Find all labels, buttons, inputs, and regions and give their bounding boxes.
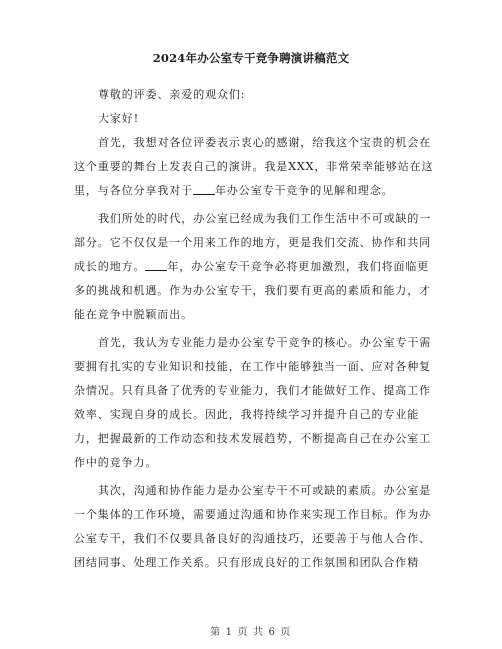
page-label: 第: [210, 627, 222, 638]
paragraph-line: 力，把握最新的工作动态和技术发展趋势，不断提高自己在办公室工: [74, 432, 431, 445]
total-label: 共: [253, 627, 265, 638]
total-unit: 页: [280, 627, 292, 638]
page-number: 1: [225, 627, 234, 638]
paragraph-line: 一个集体的工作环境，需要通过沟通和协作来实现工作目标。作为办: [74, 508, 431, 521]
paragraph-text: 年办公室专干竞争的见解和理念。: [215, 184, 394, 197]
salutation: 尊敬的评委、亲爱的观众们:: [98, 88, 246, 101]
blank-underline: [145, 260, 167, 271]
total-pages: 6: [268, 627, 277, 638]
paragraph-line: [74, 182, 394, 198]
paragraph-line: 公室专干，我们不仅要具备良好的沟通技巧，还要善于与他人合作、: [74, 532, 431, 545]
paragraph-line: [74, 258, 429, 274]
paragraph-line: 多的挑战和机遇。作为办公室专干，我们要有更高的素质和能力，才: [74, 284, 431, 297]
paragraph-line: 这个重要的舞台上发表自己的演讲。我是XXX，非常荣幸能够站在这: [74, 160, 434, 173]
blank-underline: [193, 184, 215, 195]
paragraph-line: 要拥有扎实的专业知识和技能，在工作中能够独当一面、应对各种复: [74, 360, 431, 373]
paragraph-line: 部分。它不仅仅是一个用来工作的地方，更是我们交流、协作和共同: [74, 236, 431, 249]
paragraph-line: 能在竞争中脱颖而出。: [74, 308, 193, 321]
paragraph-line: 杂情况。只有具备了优秀的专业能力，我们才能做好工作、提高工作: [74, 384, 431, 397]
paragraph-text: 年，办公室专干竞争必将更加激烈，我们将面临更: [167, 260, 430, 273]
paragraph-line: 其次，沟通和协作能力是办公室专干不可或缺的素质。办公室是: [98, 484, 432, 497]
paragraph-text: 里，与各位分享我对于: [74, 184, 193, 197]
page-unit: 页: [237, 627, 249, 638]
greeting: 大家好!: [98, 112, 140, 125]
document-title: 2024年办公室专干竞争聘演讲稿范文: [152, 51, 350, 65]
paragraph-line: 我们所处的时代，办公室已经成为我们工作生活中不可或缺的一: [98, 212, 432, 225]
paragraph-line: 团结同事、处理工作关系。只有形成良好的工作氛围和团队合作精: [74, 556, 420, 569]
paragraph-text: 成长的地方。: [74, 260, 146, 273]
paragraph-line: 效率、实现自身的成长。因此，我将持续学习并提升自己的专业能: [74, 408, 420, 421]
paragraph-line: 首先，我认为专业能力是办公室专干竞争的核心。办公室专干需: [98, 336, 432, 349]
page-footer: [0, 623, 502, 638]
paragraph-line: 首先，我想对各位评委表示衷心的感谢，给我这个宝贵的机会在: [98, 136, 432, 149]
paragraph-line: 作中的竞争力。: [74, 456, 158, 469]
